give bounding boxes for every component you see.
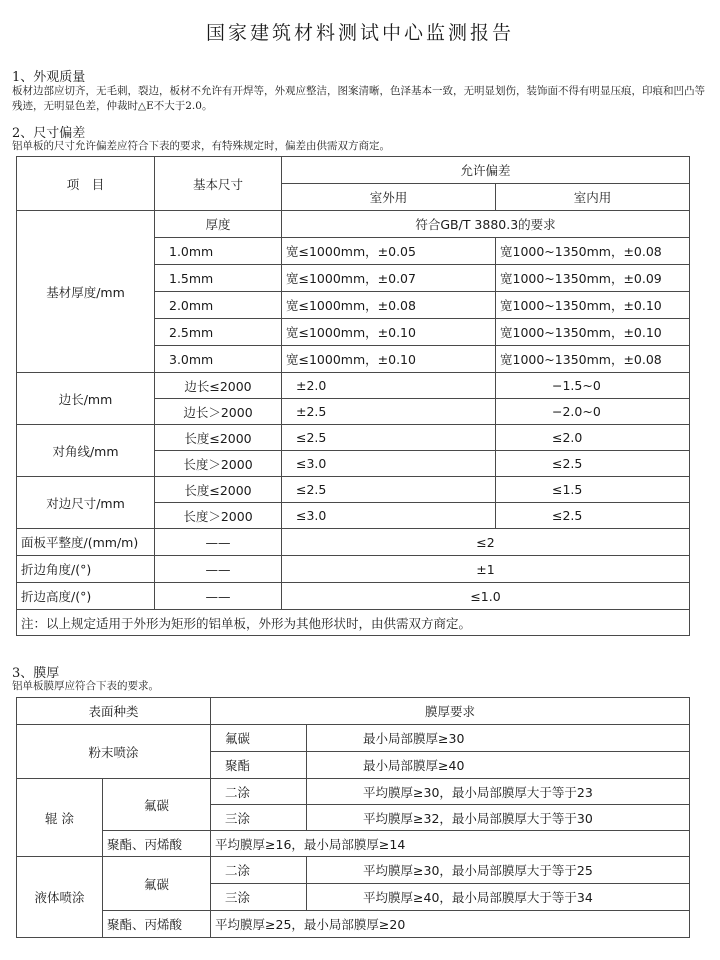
section-1-text: 板材边部应切齐，无毛刺，裂边，板材不允许有开焊等，外观应整洁，图案清晰，色泽基本一致，无明显划伤，装饰面不得有明显压痕，印痕和凹凸等残迹，无明显色差，仲裁时△E不大于2.0。 xyxy=(12,85,705,112)
table-cell: ≤2.5 xyxy=(282,477,496,503)
table-cell: 平均膜厚≥25，最小局部膜厚≥20 xyxy=(211,911,690,938)
table-cell: 1.0mm xyxy=(155,238,282,265)
row-group-liquid-spray: 液体喷涂 xyxy=(17,857,103,938)
table-cell: ≤3.0 xyxy=(282,503,496,529)
section-3-text: 铝单板膜厚应符合下表的要求。 xyxy=(12,680,159,692)
row-group-edge-length: 边长/mm xyxy=(17,373,155,425)
table-cell: 氟碳 xyxy=(103,779,211,831)
header-indoor: 室内用 xyxy=(496,184,690,211)
dimension-tolerance-table xyxy=(16,156,690,636)
table-cell: −1.5~0 xyxy=(496,373,690,399)
table-cell: ≤3.0 xyxy=(282,451,496,477)
row-flatness-label: 面板平整度/(mm/m) xyxy=(17,529,155,556)
table-cell: 长度≤2000 xyxy=(155,425,282,451)
table-cell: ±2.0 xyxy=(282,373,496,399)
table-cell: 平均膜厚≥32，最小局部膜厚大于等于30 xyxy=(307,805,690,831)
section-2-heading: 2、尺寸偏差 xyxy=(12,126,86,141)
table-cell: 宽1000~1350mm，±0.10 xyxy=(496,292,690,319)
table-cell: 长度＞2000 xyxy=(155,503,282,529)
header-outdoor: 室外用 xyxy=(282,184,496,211)
header-item: 项 目 xyxy=(17,157,155,211)
table-cell: 平均膜厚≥16，最小局部膜厚≥14 xyxy=(211,831,690,857)
row-fold-angle-label: 折边角度/(°) xyxy=(17,556,155,583)
table-cell: 宽≤1000mm，±0.10 xyxy=(282,346,496,373)
table-cell: 长度＞2000 xyxy=(155,451,282,477)
table-cell: —— xyxy=(155,529,282,556)
row-fold-height-label: 折边高度/(°) xyxy=(17,583,155,610)
table-cell: 二涂 xyxy=(211,779,307,805)
table-cell: 三涂 xyxy=(211,884,307,911)
header-tolerance: 允许偏差 xyxy=(282,157,690,184)
table-cell: —— xyxy=(155,583,282,610)
table-cell: 聚酯、丙烯酸 xyxy=(103,911,211,938)
row-group-diagonal: 对角线/mm xyxy=(17,425,155,477)
table-cell: 1.5mm xyxy=(155,265,282,292)
table-cell: 2.5mm xyxy=(155,319,282,346)
table-cell: —— xyxy=(155,556,282,583)
table-cell: 边长＞2000 xyxy=(155,399,282,425)
table-cell: ±1 xyxy=(282,556,690,583)
table-cell: ≤1.5 xyxy=(496,477,690,503)
table-note: 注：以上规定适用于外形为矩形的铝单板，外形为其他形状时，由供需双方商定。 xyxy=(17,610,690,636)
table-cell: 平均膜厚≥30，最小局部膜厚大于等于23 xyxy=(307,779,690,805)
table-cell: 宽≤1000mm，±0.10 xyxy=(282,319,496,346)
table-cell: ≤1.0 xyxy=(282,583,690,610)
table-cell: ≤2 xyxy=(282,529,690,556)
table-cell: ±2.5 xyxy=(282,399,496,425)
row-group-roll-coating: 辊 涂 xyxy=(17,779,103,857)
table-cell: ≤2.0 xyxy=(496,425,690,451)
header-film-requirement: 膜厚要求 xyxy=(211,698,690,725)
table-cell: 宽≤1000mm，±0.08 xyxy=(282,292,496,319)
section-1-heading: 1、外观质量 xyxy=(12,70,86,85)
row-group-thickness: 基材厚度/mm xyxy=(17,211,155,373)
table-cell: 聚酯 xyxy=(211,752,307,779)
table-cell: 边长≤2000 xyxy=(155,373,282,399)
film-thickness-table xyxy=(16,697,690,938)
table-cell: 三涂 xyxy=(211,805,307,831)
report-title: 国家建筑材料测试中心监测报告 xyxy=(205,22,514,44)
table-cell: 平均膜厚≥30，最小局部膜厚大于等于25 xyxy=(307,857,690,884)
table-cell: 3.0mm xyxy=(155,346,282,373)
table-cell: 宽1000~1350mm，±0.10 xyxy=(496,319,690,346)
section-2-text: 铝单板的尺寸允许偏差应符合下表的要求，有特殊规定时，偏差由供需双方商定。 xyxy=(12,140,390,152)
row-group-powder-coating: 粉末喷涂 xyxy=(17,725,211,779)
table-cell: ≤2.5 xyxy=(496,451,690,477)
table-cell: ≤2.5 xyxy=(282,425,496,451)
section-3-heading: 3、膜厚 xyxy=(12,666,60,681)
table-cell: ≤2.5 xyxy=(496,503,690,529)
table-cell: 氟碳 xyxy=(211,725,307,752)
header-surface-type: 表面种类 xyxy=(17,698,211,725)
cell-thickness-requirement: 符合GB/T 3880.3的要求 xyxy=(282,211,690,238)
table-cell: 聚酯、丙烯酸 xyxy=(103,831,211,857)
table-cell: 长度≤2000 xyxy=(155,477,282,503)
table-cell: 氟碳 xyxy=(103,857,211,911)
table-cell: 2.0mm xyxy=(155,292,282,319)
table-cell: 二涂 xyxy=(211,857,307,884)
table-cell: 最小局部膜厚≥40 xyxy=(307,752,690,779)
header-base-size: 基本尺寸 xyxy=(155,157,282,211)
table-cell: 宽≤1000mm，±0.05 xyxy=(282,238,496,265)
table-cell: 宽1000~1350mm，±0.08 xyxy=(496,346,690,373)
row-group-opposite-side: 对边尺寸/mm xyxy=(17,477,155,529)
table-cell: 平均膜厚≥40，最小局部膜厚大于等于34 xyxy=(307,884,690,911)
table-cell: 宽1000~1350mm，±0.09 xyxy=(496,265,690,292)
table-cell: −2.0~0 xyxy=(496,399,690,425)
table-cell: 宽≤1000mm，±0.07 xyxy=(282,265,496,292)
table-cell: 宽1000~1350mm，±0.08 xyxy=(496,238,690,265)
cell-thickness-label: 厚度 xyxy=(155,211,282,238)
table-cell: 最小局部膜厚≥30 xyxy=(307,725,690,752)
